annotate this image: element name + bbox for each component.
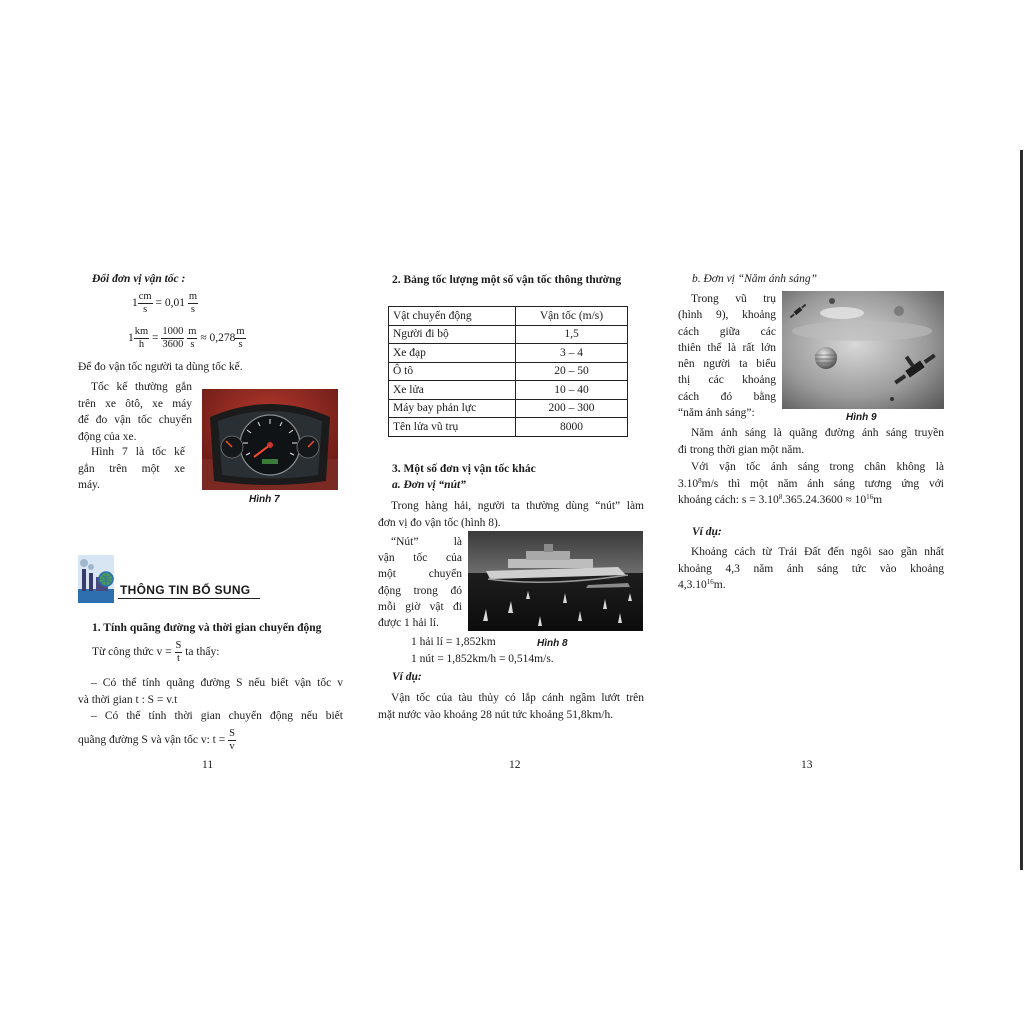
numerator: m [188, 326, 197, 337]
table-cell: Xe đạp [389, 344, 516, 363]
numerator: km [134, 326, 149, 337]
text-line: mỗi giờ vật đi [378, 600, 462, 613]
text-line: khoảng 4,3 năm ánh sáng tức vào khoảng [678, 562, 944, 575]
numerator: S [229, 727, 235, 739]
measure-line: Để đo vận tốc người ta dùng tốc kế. [78, 361, 243, 373]
text-line: mặt nước vào khoảng 28 nút tức khoảng 51,8km/h. [378, 708, 614, 721]
nautical-mile-line: 1 hải lí = 1,852km [411, 636, 496, 648]
table-cell: 20 – 50 [516, 362, 628, 381]
text-line: một chuyển [378, 568, 462, 581]
denominator: 3600 [162, 339, 184, 350]
speedometer-text-b [78, 444, 185, 494]
subheading-3a: a. Đơn vị “nút” [392, 479, 466, 491]
example-label-12: Ví dụ: [392, 671, 422, 683]
denominator: s [143, 304, 148, 315]
text-part: m. [713, 579, 726, 591]
fraction-s-t [175, 640, 183, 665]
formula-cm-to-m [132, 291, 198, 316]
text-line: máy. [78, 479, 100, 491]
light-speed-text [678, 459, 944, 509]
superscript: 8 [698, 476, 702, 485]
text-line: đi trong thời gian một năm. [678, 443, 805, 456]
superscript: 16 [706, 578, 714, 586]
fraction-cm-s [138, 291, 153, 316]
denominator: v [229, 740, 235, 752]
formula-text: ta thấy: [185, 646, 220, 659]
text-line: Năm ánh sáng là quãng đường ánh sáng truyền [691, 427, 944, 439]
text-line: Hình 7 là tốc kế [91, 446, 185, 458]
text-line: gắn trên một xe [78, 462, 185, 475]
speedometer-icon [202, 389, 338, 490]
speedometer-text-a [78, 379, 192, 445]
fraction-m-s [187, 326, 197, 351]
text-line: thị các khoảng [678, 374, 776, 387]
knot-value-line: 1 nút = 1,852km/h = 0,514m/s. [411, 653, 554, 665]
table-cell: 1,5 [516, 325, 628, 344]
knot-intro [378, 498, 644, 531]
fraction-m-s [235, 326, 245, 351]
text-line: Trong hàng hải, người ta thường dùng “nút” làm [391, 500, 644, 512]
example-label-13: Ví dụ: [692, 526, 722, 538]
formula-km-h [128, 326, 246, 351]
section-title-underline [118, 598, 260, 599]
fraction-1000-3600 [161, 326, 184, 351]
text-line: (hình 9), khoảng [678, 309, 776, 322]
table-cell: 8000 [516, 418, 628, 437]
text-line: cách đó bằng [678, 390, 776, 403]
text-part: 4,3.10 [678, 579, 707, 591]
fraction-m-s [188, 291, 198, 316]
text-line: nên người ta biểu [678, 358, 776, 371]
factory-globe-icon [78, 555, 114, 603]
formula-equals: = [152, 332, 159, 345]
subheading-b: b. Đơn vị “Năm ánh sáng” [692, 273, 817, 285]
table-row [389, 399, 628, 418]
text-part: m/s thì một năm ánh sáng tương ứng với [701, 477, 944, 490]
text-line: Với vận tốc ánh sáng trong chân không là [691, 461, 944, 473]
table-cell: Máy bay phản lực [389, 399, 516, 418]
page-number-11: 11 [202, 759, 214, 771]
table-title: 2. Bảng tốc lượng một số vận tốc thông thường [392, 274, 622, 286]
text-line: “Nút” là [391, 536, 462, 548]
text-line: quãng đường S và vận tốc v: t = [78, 733, 226, 746]
knot-definition [378, 534, 462, 631]
caption-hinh-7: Hình 7 [249, 494, 280, 505]
page-number-12: 12 [509, 759, 521, 771]
numerator: S [175, 640, 182, 651]
fraction-s-v [228, 728, 236, 753]
text-line: cách giữa các [678, 325, 776, 338]
section-title: THÔNG TIN BỔ SUNG [120, 583, 251, 597]
text-line [678, 492, 944, 509]
text-part: khoảng cách: s = 3.10 [678, 494, 779, 506]
table-header-cell: Vật chuyển động [389, 307, 516, 326]
numerator: m [236, 326, 245, 337]
denominator: s [238, 339, 243, 350]
example-text-12 [378, 690, 644, 723]
text-line: và thời gian t : S = v.t [78, 693, 178, 706]
item-2 [78, 708, 343, 753]
text-line: động trong đó [378, 584, 462, 597]
text-line: “năm ánh sáng”: [678, 407, 755, 420]
superscript: 8 [778, 493, 783, 501]
page-edge-line [1020, 150, 1023, 870]
item-1 [78, 675, 343, 708]
table-row [389, 418, 628, 437]
subheading-3: 3. Một số đơn vị vận tốc khác [392, 463, 536, 475]
numerator: 1000 [162, 326, 184, 337]
text-line [678, 476, 944, 493]
text-line: Trong vũ trụ [691, 293, 776, 305]
table-row [389, 381, 628, 400]
text-line: – Có thể tính quãng đường S nếu biết vận tốc v [91, 677, 343, 689]
caption-hinh-9: Hình 9 [846, 412, 877, 423]
denominator: s [190, 339, 195, 350]
denominator: s [190, 304, 195, 315]
formula-equals: = 0,01 [155, 297, 185, 310]
subheading-1: 1. Tính quãng đường và thời gian chuyển động [92, 622, 322, 634]
ship-icon [468, 531, 643, 631]
light-year-definition [678, 425, 944, 458]
formula-lead: 1 [128, 332, 134, 345]
table-cell: Ô tô [389, 362, 516, 381]
table-cell: Người đi bộ [389, 325, 516, 344]
table-header-cell: Vận tốc (m/s) [516, 307, 628, 326]
table-header-row [389, 307, 628, 326]
text-part: m [873, 494, 883, 506]
space-icon [782, 291, 944, 409]
text-line: để đo vận tốc chuyển [78, 414, 192, 426]
denominator: t [176, 653, 180, 664]
page-number-13: 13 [801, 759, 813, 771]
table-cell: 200 – 300 [516, 399, 628, 418]
convert-heading: Đổi đơn vị vận tốc : [92, 273, 186, 285]
text-line: động của xe. [78, 430, 137, 443]
formula-text: Từ công thức v = [92, 646, 172, 659]
table-cell: 3 – 4 [516, 344, 628, 363]
numerator: m [188, 291, 197, 302]
denominator: h [138, 339, 145, 350]
example-text-13 [678, 544, 944, 594]
speedometer-photo [202, 389, 338, 490]
space-photo [782, 291, 944, 409]
text-line: vận tốc của [378, 552, 462, 565]
text-part: .365.24.3600 ≈ 10 [782, 494, 867, 506]
text-line [678, 577, 944, 594]
fraction-km-h [134, 326, 149, 351]
superscript: 16 [866, 493, 874, 501]
table-cell: 10 – 40 [516, 381, 628, 400]
velocity-formula-line [92, 640, 219, 665]
velocity-table [388, 306, 628, 437]
text-line: được 1 hải lí. [378, 617, 439, 630]
text-line: Khoảng cách từ Trái Đất đến ngôi sao gần nhất [691, 546, 944, 558]
ship-photo [468, 531, 643, 631]
table-cell: Tên lửa vũ trụ [389, 418, 516, 437]
formula-approx: ≈ 0,278 [200, 332, 236, 345]
text-line: Vận tốc của tàu thủy có lắp cánh ngầm lướt trên [391, 692, 644, 704]
text-line: trên xe ôtô, xe máy [78, 397, 192, 410]
text-line: Tốc kế thường gắn [91, 381, 192, 393]
caption-hinh-8: Hình 8 [537, 638, 568, 649]
formula-lead: 1 [132, 297, 138, 310]
table-row [389, 362, 628, 381]
table-row [389, 344, 628, 363]
light-year-intro [678, 291, 776, 421]
text-line: đơn vị đo vận tốc (hình 8). [378, 516, 501, 529]
numerator: cm [138, 291, 152, 302]
text-line: thiên thể là rất lớn [678, 341, 776, 354]
table-row [389, 325, 628, 344]
text-line: – Có thể tính thời gian chuyển động nếu biết [91, 710, 343, 722]
table-cell: Xe lửa [389, 381, 516, 400]
text-part: 3.10 [678, 477, 699, 490]
